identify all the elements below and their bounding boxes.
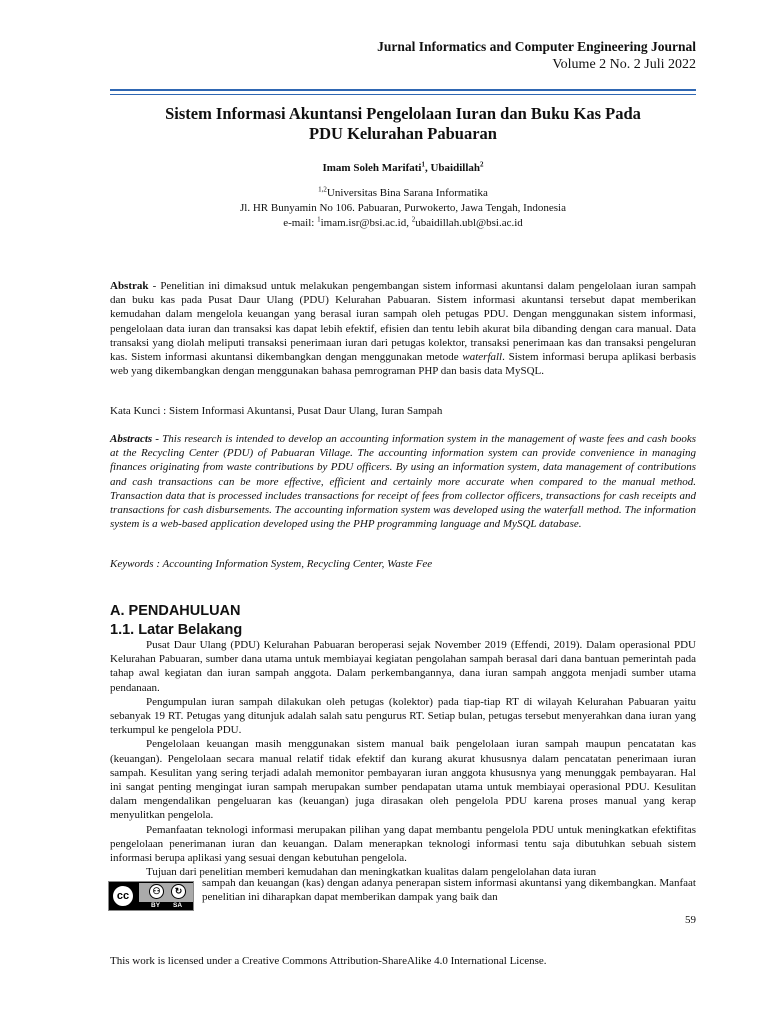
abstract-sep: - [148,280,161,292]
institution-line [110,186,696,201]
email-line [110,216,696,231]
email-1-sup: 1 [317,215,321,224]
body-text [110,638,696,879]
abstract-indonesian [110,279,696,378]
author-2-sup: 2 [480,160,484,169]
journal-header [377,38,696,74]
email-2: ubaidillah.ubl@bsi.ac.id [415,217,523,229]
title-line-1: Sistem Informasi Akuntansi Pengelolaan Iuran dan Buku Kas Pada [165,104,641,123]
abstract-label: Abstrak [110,280,149,292]
address: Jl. HR Bunyamin No 106. Pabuaran, Purwokerto, Jawa Tengah, Indonesia [240,202,566,214]
email-prefix: e-mail: [283,217,318,229]
sa-label: SA [173,902,183,909]
paragraph: Pengumpulan iuran sampah dilakukan oleh petugas (kolektor) pada tiap-tiap RT di wilayah Kelurahan Pabuaran yaitu sebanyak 19 RT. Petugas yang ditunjuk adalah salah satu pengurus RT. Setiap bulan, petugas tersebut menyerahkan dana iuran yang terkumpul ke pengelola PDU. [110,695,696,737]
paragraph: Pengelolaan keuangan masih menggunakan sistem manual baik pengelolaan iuran sampah maupun pencatatan kas (keuangan). Pengelolaan secara manual relatif tidak efektif dan kurang akurat khususnya dalam pencatatan penerimaan iuran sampah. Kesulitan yang sering terjadi adalah memonitor pembayaran iuran anggota khususnya yang menunggak pembayaran. Hal ini sangat penting mengingat iuran sampah merupakan sumber pendapatan utama untuk membiayai operasional PDU. Kesulitan dalam mengendalikan pengeluaran kas (keuangan) juga dirasakan oleh pengelola PDU karena proses manual yang kerap menyulitkan pengelola. [110,738,696,822]
abstract-en-label: Abstracts - [110,433,163,445]
email-2-sup: 2 [411,215,416,224]
email-1: imam.isr@bsi.ac.id, [320,217,412,229]
abstract-text-end: . Sistem informasi berupa aplikasi berbasis web yang dikembangkan dengan menggunakan bahasa pemrograman PHP dan basis data MySQL. [110,351,696,378]
by-person-icon: ⚇ [149,884,164,899]
journal-volume: Volume 2 No. 2 Juli 2022 [552,57,696,72]
paragraph: Tujuan dari penelitian memberi kemudahan dan meningkatkan kualitas dalam pengelolahan data iuran [146,866,597,879]
author-2: , Ubaidillah [424,162,480,174]
aff-sup: 1,2 [318,185,327,194]
header-rule-thin [110,94,696,95]
license-text[interactable]: This work is licensed under a Creative Commons Attribution-ShareAlike 4.0 International License. [110,955,547,967]
cc-icon: cc [111,884,135,908]
page-number: 59 [685,914,696,926]
title-line-2: PDU Kelurahan Pabuaran [309,124,497,143]
abstract-english [110,432,696,531]
wrap-paragraph: sampah dan keuangan (kas) dengan adanya penerapan sistem informasi akuntansi yang dikembangkan. Manfaat penelitian ini diharapkan dapat memberikan dampak yang baik dan [202,877,696,904]
by-label: BY [151,902,161,909]
sa-share-icon: ↻ [171,884,186,899]
subsection-heading: 1.1. Latar Belakang [110,622,243,638]
author-1: Imam Soleh Marifati [322,162,422,174]
abstract-text: Penelitian ini dimaksud untuk melakukan pengembangan sistem informasi akuntansi dalam pengelolaan iuran sampah dan buku kas pada Pusat Daur Ulang (PDU) Kelurahan Pabuaran. Sistem informasi akuntansi tersebut dapat memberikan kemudahan dalam mengelola keuangan yang berasal iuran sampah oleh petugas PDU. Dengan menggunakan sistem informasi, pengelolaan data iuran dan transaksi kas dapat lebih efektif, efisien dan tentu lebih akurat bila dibanding dengan cara manual. Data transaksi yang diolah meliputi transaksi penerimaan iuran dari petugas kolektor, transaksi penerimaan kas dan transaksi pengeluran kas. Sistem informasi akuntansi dikembangkan dengan menggunakan metode [110,280,696,364]
affiliation [110,186,696,231]
paragraph: Pusat Daur Ulang (PDU) Kelurahan Pabuaran beroperasi sejak November 2019 (Effendi, 2019). Dalam operasional PDU Kelurahan Pabuaran, sumber dana utama untuk membiayai kegiatan pengolahan sampah berasal dari dana bantuan pemerintah pada tahap awal kegiatan dan iuran sampah anggota. Dalam perkembangannya, dana iuran sampah anggota menjadi sumber utama pendanaan. [110,639,696,694]
abstract-italic-word: waterfall [462,351,503,364]
author-1-sup: 1 [421,160,425,169]
institution: Universitas Bina Sarana Informatika [326,187,488,199]
abstract-en-text: This research is intended to develop an accounting information system in the management of waste fees and cash books at the Recycling Center (PDU) of Pabuaran Village. The accounting information system can provide convenience in managing finances originating from waste contributions by PDU officers. By using an information system, data management of contributions and cash transactions can be more effective, efficient and certainly more accurate when compared to the manual method. Transaction data that is processed includes transactions for receipt of fees from collector officers, transactions for cash receipts and transactions for cash disbursements. The accounting information system was developed using the waterfall method. The information system is a web-based application developed using the PHP programming language and MySQL database. [110,433,696,531]
keywords-english: Keywords : Accounting Information System, Recycling Center, Waste Fee [110,558,433,570]
section-heading: A. PENDAHULUAN [110,603,241,619]
article-title [110,104,696,144]
paragraph: Pemanfaatan teknologi informasi merupakan pilihan yang dapat membantu pengelola PDU untuk meningkatkan efektifitas pengelolaan penerimanan iuran dan keuangan. Dalam menerapkan teknologi informasi tentu saja dibutuhkan sebuah sistem informasi berupa aplikasi yang sesuai dengan kebutuhan pengelola. [110,823,696,865]
cc-by-sa-badge[interactable] [108,881,194,911]
journal-name: Jurnal Informatics and Computer Engineering Journal [377,39,696,54]
keywords-indonesian: Kata Kunci : Sistem Informasi Akuntansi, Pusat Daur Ulang, Iuran Sampah [110,405,443,417]
authors [110,162,696,174]
header-rule-thick [110,89,696,91]
